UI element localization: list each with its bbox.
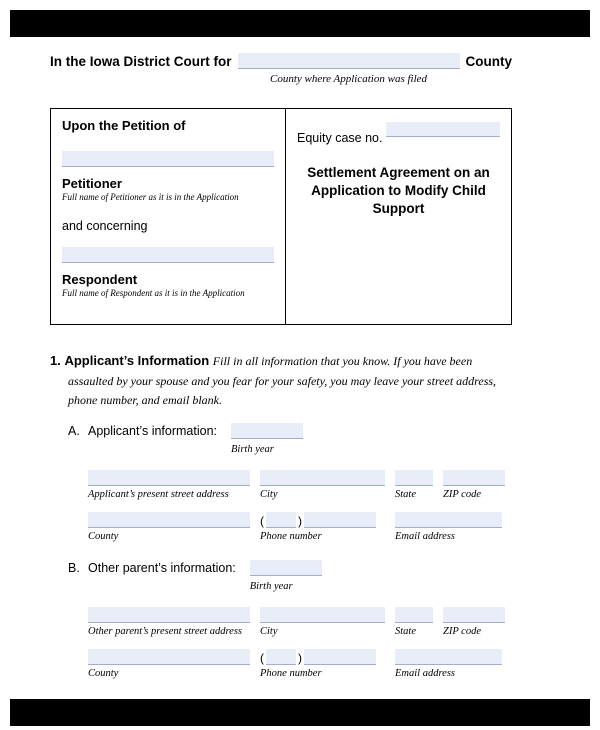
other-parent-email-group (395, 649, 502, 679)
part-a-label: Applicant’s information: (88, 423, 218, 438)
applicant-state-group (395, 470, 433, 500)
section1-heading (50, 351, 512, 410)
other-parent-zip-input[interactable] (443, 607, 505, 623)
other-parent-phone-line (260, 649, 385, 665)
court-line-suffix: County (465, 54, 512, 69)
applicant-phone-group (260, 512, 385, 542)
petition-cell (51, 109, 286, 324)
applicant-contact-row (88, 512, 512, 542)
court-line-caption: County where Application was filed (269, 73, 428, 85)
other-parent-county-input[interactable] (88, 649, 250, 665)
applicant-street-group (88, 470, 250, 500)
other-parent-phone-close-paren: ) (298, 650, 302, 665)
part-b-label: Other parent’s information: (88, 560, 236, 575)
applicant-county-group (88, 512, 250, 542)
county-filed-blank-wrap (238, 53, 460, 88)
applicant-birth-year-group (231, 423, 303, 458)
applicant-street-label: Applicant’s present street address (88, 488, 229, 500)
applicant-county-input[interactable] (88, 512, 250, 528)
section1-instructions: Fill in all information that you know. If you have been assaulted by your spouse and you fear for your safety, you may leave your street address, phone number, and email blank. (68, 354, 497, 407)
applicant-birth-year-label: Birth year (231, 443, 274, 455)
applicant-zip-label: ZIP code (443, 488, 482, 500)
county-filed-input[interactable] (238, 53, 460, 69)
other-parent-birth-year-label: Birth year (249, 580, 293, 592)
applicant-city-input[interactable] (260, 470, 385, 486)
respondent-caption: Full name of Respondent as it is in the Application (62, 288, 245, 298)
other-parent-street-group (88, 607, 250, 637)
applicant-phone-open-paren: ( (260, 513, 264, 528)
respondent-name-input[interactable] (62, 247, 274, 263)
other-parent-phone-area-input[interactable] (266, 649, 296, 665)
court-heading-line (50, 53, 512, 88)
applicant-phone-number-input[interactable] (304, 512, 376, 528)
other-parent-contact-row (88, 649, 512, 679)
other-parent-state-input[interactable] (395, 607, 433, 623)
case-cell (286, 109, 511, 324)
applicant-state-label: State (395, 488, 416, 500)
other-parent-city-label: City (260, 625, 278, 637)
part-a-head (68, 423, 512, 458)
other-parent-phone-number-input[interactable] (304, 649, 376, 665)
part-b-letter: B. (68, 560, 80, 575)
equity-case-number-input[interactable] (386, 122, 500, 137)
other-parent-city-input[interactable] (260, 607, 385, 623)
applicant-email-group (395, 512, 502, 542)
applicant-phone-line (260, 512, 385, 528)
other-parent-city-group (260, 607, 385, 637)
other-parent-email-input[interactable] (395, 649, 502, 665)
applicant-street-input[interactable] (88, 470, 250, 486)
other-parent-county-group (88, 649, 250, 679)
other-parent-zip-group (443, 607, 505, 637)
and-concerning-label: and concerning (62, 218, 148, 233)
applicant-state-input[interactable] (395, 470, 433, 486)
applicant-email-input[interactable] (395, 512, 502, 528)
other-parent-state-group (395, 607, 433, 637)
other-parent-birth-year-input[interactable] (250, 560, 322, 576)
part-a-letter: A. (68, 423, 80, 438)
section1-title: Applicant’s Information (64, 353, 210, 368)
applicant-county-label: County (88, 530, 119, 542)
applicant-email-label: Email address (395, 530, 455, 542)
applicant-birth-year-input[interactable] (231, 423, 303, 439)
case-caption-box (50, 108, 512, 325)
other-parent-phone-group (260, 649, 385, 679)
equity-case-line (297, 122, 500, 146)
applicant-city-group (260, 470, 385, 500)
other-parent-email-label: Email address (395, 667, 455, 679)
equity-case-label: Equity case no. (297, 131, 383, 145)
applicant-phone-area-input[interactable] (266, 512, 296, 528)
form-content (50, 37, 512, 679)
top-divider-bar (10, 10, 590, 37)
section1-number: 1. (50, 353, 61, 368)
petitioner-caption: Full name of Petitioner as it is in the Application (62, 191, 239, 202)
other-parent-phone-open-paren: ( (260, 650, 264, 665)
applicant-zip-group (443, 470, 505, 500)
form-title: Settlement Agreement on an Application to Modify Child Support (307, 165, 490, 217)
applicant-zip-input[interactable] (443, 470, 505, 486)
other-parent-county-label: County (88, 667, 119, 679)
other-parent-birth-year-group (250, 560, 322, 595)
petitioner-label: Petitioner (62, 175, 122, 191)
other-parent-address-row (88, 607, 512, 637)
petitioner-name-input[interactable] (62, 151, 274, 167)
court-line-prefix: In the Iowa District Court for (50, 54, 232, 69)
applicant-phone-close-paren: ) (298, 513, 302, 528)
other-parent-state-label: State (395, 625, 416, 637)
part-b (68, 560, 512, 679)
applicant-city-label: City (260, 488, 278, 500)
bottom-divider-bar (10, 699, 590, 726)
applicant-phone-label: Phone number (260, 530, 322, 542)
other-parent-street-input[interactable] (88, 607, 250, 623)
part-a (68, 423, 512, 542)
upon-petition-label: Upon the Petition of (62, 118, 186, 133)
part-b-head (68, 560, 512, 595)
applicant-address-row (88, 470, 512, 500)
respondent-label: Respondent (62, 272, 138, 287)
other-parent-zip-label: ZIP code (443, 625, 482, 637)
other-parent-phone-label: Phone number (260, 667, 322, 679)
other-parent-street-label: Other parent’s present street address (88, 625, 242, 637)
